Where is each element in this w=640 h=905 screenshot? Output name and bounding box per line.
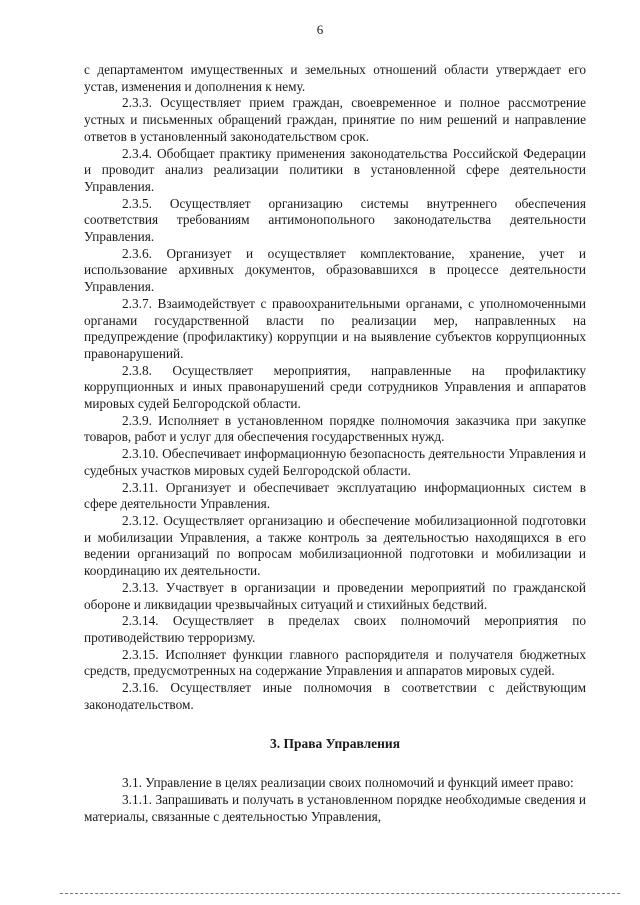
paragraph-2-3-8: 2.3.8. Осуществляет мероприятия, направленные на профилактику коррупционных и иных правонарушений среди сотрудников Управления и аппаратов мировых судей Белгородской области. <box>84 362 586 412</box>
paragraph-2-3-3: 2.3.3. Осуществляет прием граждан, своевременное и полное рассмотрение устных и письменных обращений граждан, принятие по ним решений и направление ответов в установленный законодательством срок. <box>84 95 586 144</box>
paragraph-2-3-6: 2.3.6. Организует и осуществляет комплектование, хранение, учет и использование архивных документов, образовавшихся в процессе деятельности Управления. <box>84 245 586 295</box>
paragraph-2-3-5: 2.3.5. Осуществляет организацию системы внутреннего обеспечения соответствия требованиям антимонопольного законодательства деятельности Управления. <box>84 195 586 245</box>
paragraph-2-3-13: 2.3.13. Участвует в организации и проведении мероприятий по гражданской обороне и ликвидации чрезвычайных ситуаций и стихийных бедствий. <box>84 579 586 612</box>
paragraph-3-1-1: 3.1.1. Запрашивать и получать в установленном порядке необходимые сведения и материалы, связанные с деятельностью Управления, <box>84 791 586 824</box>
paragraph-2-3-15: 2.3.15. Исполняет функции главного распорядителя и получателя бюджетных средств, предусмотренных на содержание Управления и аппаратов мировых судей. <box>84 646 586 679</box>
paragraph-2-3-11: 2.3.11. Организует и обеспечивает эксплуатацию информационных систем в сфере деятельности Управления. <box>84 479 586 512</box>
paragraph-2-3-4: 2.3.4. Обобщает практику применения законодательства Российской Федерации и проводит анализ реализации политики в установленной сфере деятельности Управления. <box>84 145 586 194</box>
paragraph-3-1: 3.1. Управление в целях реализации своих полномочий и функций имеет право: <box>122 775 574 791</box>
paragraph-2-3-16: 2.3.16. Осуществляет иные полномочия в соответствии с действующим законодательством. <box>84 680 586 712</box>
document-body <box>84 62 586 825</box>
paragraph-2-3-12: 2.3.12. Осуществляет организацию и обеспечение мобилизационной подготовки и мобилизации Управления, а также контроль за деятельностью находящихся в его ведении организаций по вопросам мобилизационной подготовки и мобилизации и координацию их деятельности. <box>84 512 586 579</box>
paragraph-2-3-14: 2.3.14. Осуществляет в пределах своих полномочий мероприятия по противодействию терроризму. <box>84 613 586 645</box>
paragraph-2-3-9: 2.3.9. Исполняет в установленном порядке полномочия заказчика при закупке товаров, работ и услуг для обеспечения государственных нужд. <box>84 412 586 445</box>
paragraph-2-3-7: 2.3.7. Взаимодействует с правоохранительными органами, с уполномоченными органами государственной власти по реализации мер, направленных на предупреждение (профилактику) коррупции и на выявление субъектов коррупционных правонарушений. <box>84 295 586 361</box>
paragraph-continuation: с департаментом имущественных и земельных отношений области утверждает его устав, изменения и дополнения к нему. <box>84 62 586 94</box>
page-bottom-edge <box>60 893 620 894</box>
page-number: 6 <box>316 22 324 37</box>
paragraph-2-3-10: 2.3.10. Обеспечивает информационную безопасность деятельности Управления и судебных участков мировых судей Белгородской области. <box>84 446 586 478</box>
section-heading: 3. Права Управления <box>269 736 401 752</box>
